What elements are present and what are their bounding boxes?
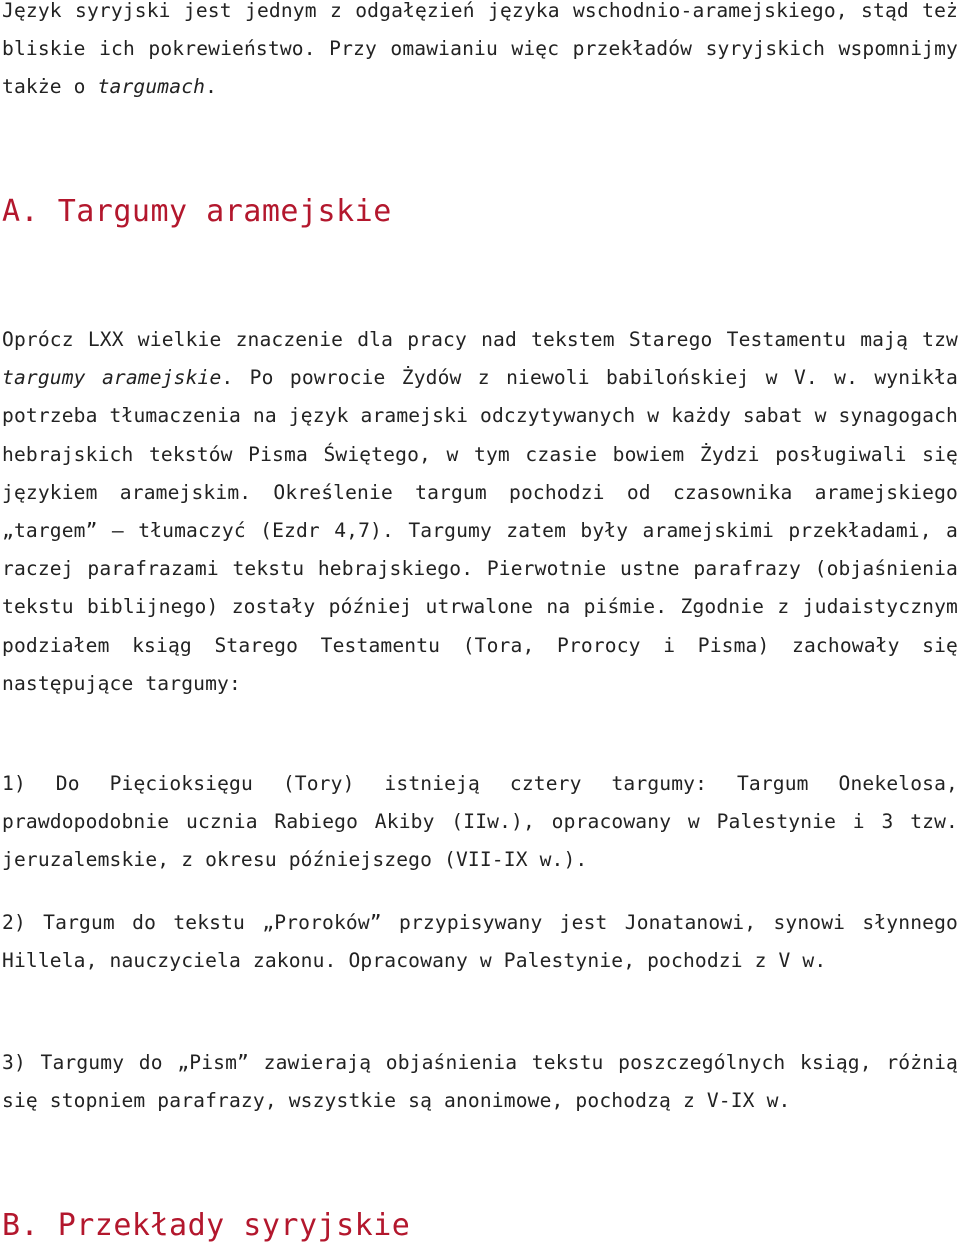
intro-emphasis: targumach — [97, 75, 206, 99]
list-item: 2) Targum do tekstu „Proroków” przypisywany jest Jonatanowi, synowi słynnego Hillela, nauczyciela zakonu. Opracowany w Palestynie, pochodzi z V w. — [2, 911, 958, 973]
list-item: 1) Do Pięcioksięgu (Tory) istnieją cztery targumy: Targum Onekelosa, prawdopodobnie ucznia Rabiego Akiby (IIw.), opracowany w Palestynie i 3 tzw. jeruzalemskie, z okresu późniejszego (VII-IX w.). — [2, 772, 958, 872]
section-a-heading — [2, 192, 392, 232]
main-text-end: . Po powrocie Żydów z niewoli babilońskiej w V. w. wynikła potrzeba tłumaczenia na język aramejski odczytywanych w każdy sabat w synagogach hebrajskich tekstów Pisma Świętego, w tym czasie bowiem Żydzi posługiwali się językiem aramejskim. Określenie targum pochodzi od czasownika aramejskiego „targem” – tłumaczyć (Ezdr 4,7). Targumy zatem były aramejskimi przekładami, a raczej parafrazami tekstu hebrajskiego. Pierwotnie ustne parafrazy (objaśnienia tekstu biblijnego) zostały później utrwalone na piśmie. Zgodnie z judaistycznym podziałem ksiąg Starego Testamentu (Tora, Prorocy i Pisma) zachowały się następujące targumy: — [2, 366, 958, 695]
main-text: Oprócz LXX wielkie znaczenie dla pracy nad tekstem Starego Testamentu mają tzw — [2, 328, 958, 351]
section-b-letter: B. — [2, 1208, 40, 1243]
section-a-letter: A. — [2, 194, 40, 229]
main-emphasis: targumy aramejskie — [2, 366, 222, 390]
intro-text-end: . — [205, 75, 218, 99]
main-paragraph — [2, 321, 958, 703]
list-item: 3) Targumy do „Pism” zawierają objaśnienia tekstu poszczególnych ksiąg, różnią się stopniem parafrazy, wszystkie są anonimowe, pochodzą z V-IX w. — [2, 1051, 958, 1113]
section-b-heading — [2, 1206, 410, 1246]
section-b-title: Przekłady syryjskie — [57, 1208, 411, 1243]
intro-text: Język syryjski jest jednym z odgałęzień języka wschodnio-aramejskiego, stąd też bliskie ich pokrewieństwo. Przy omawianiu więc przekładów syryjskich wspomnijmy także o — [2, 0, 958, 99]
intro-paragraph — [2, 0, 958, 107]
section-a-title: Targumy aramejskie — [57, 194, 392, 229]
